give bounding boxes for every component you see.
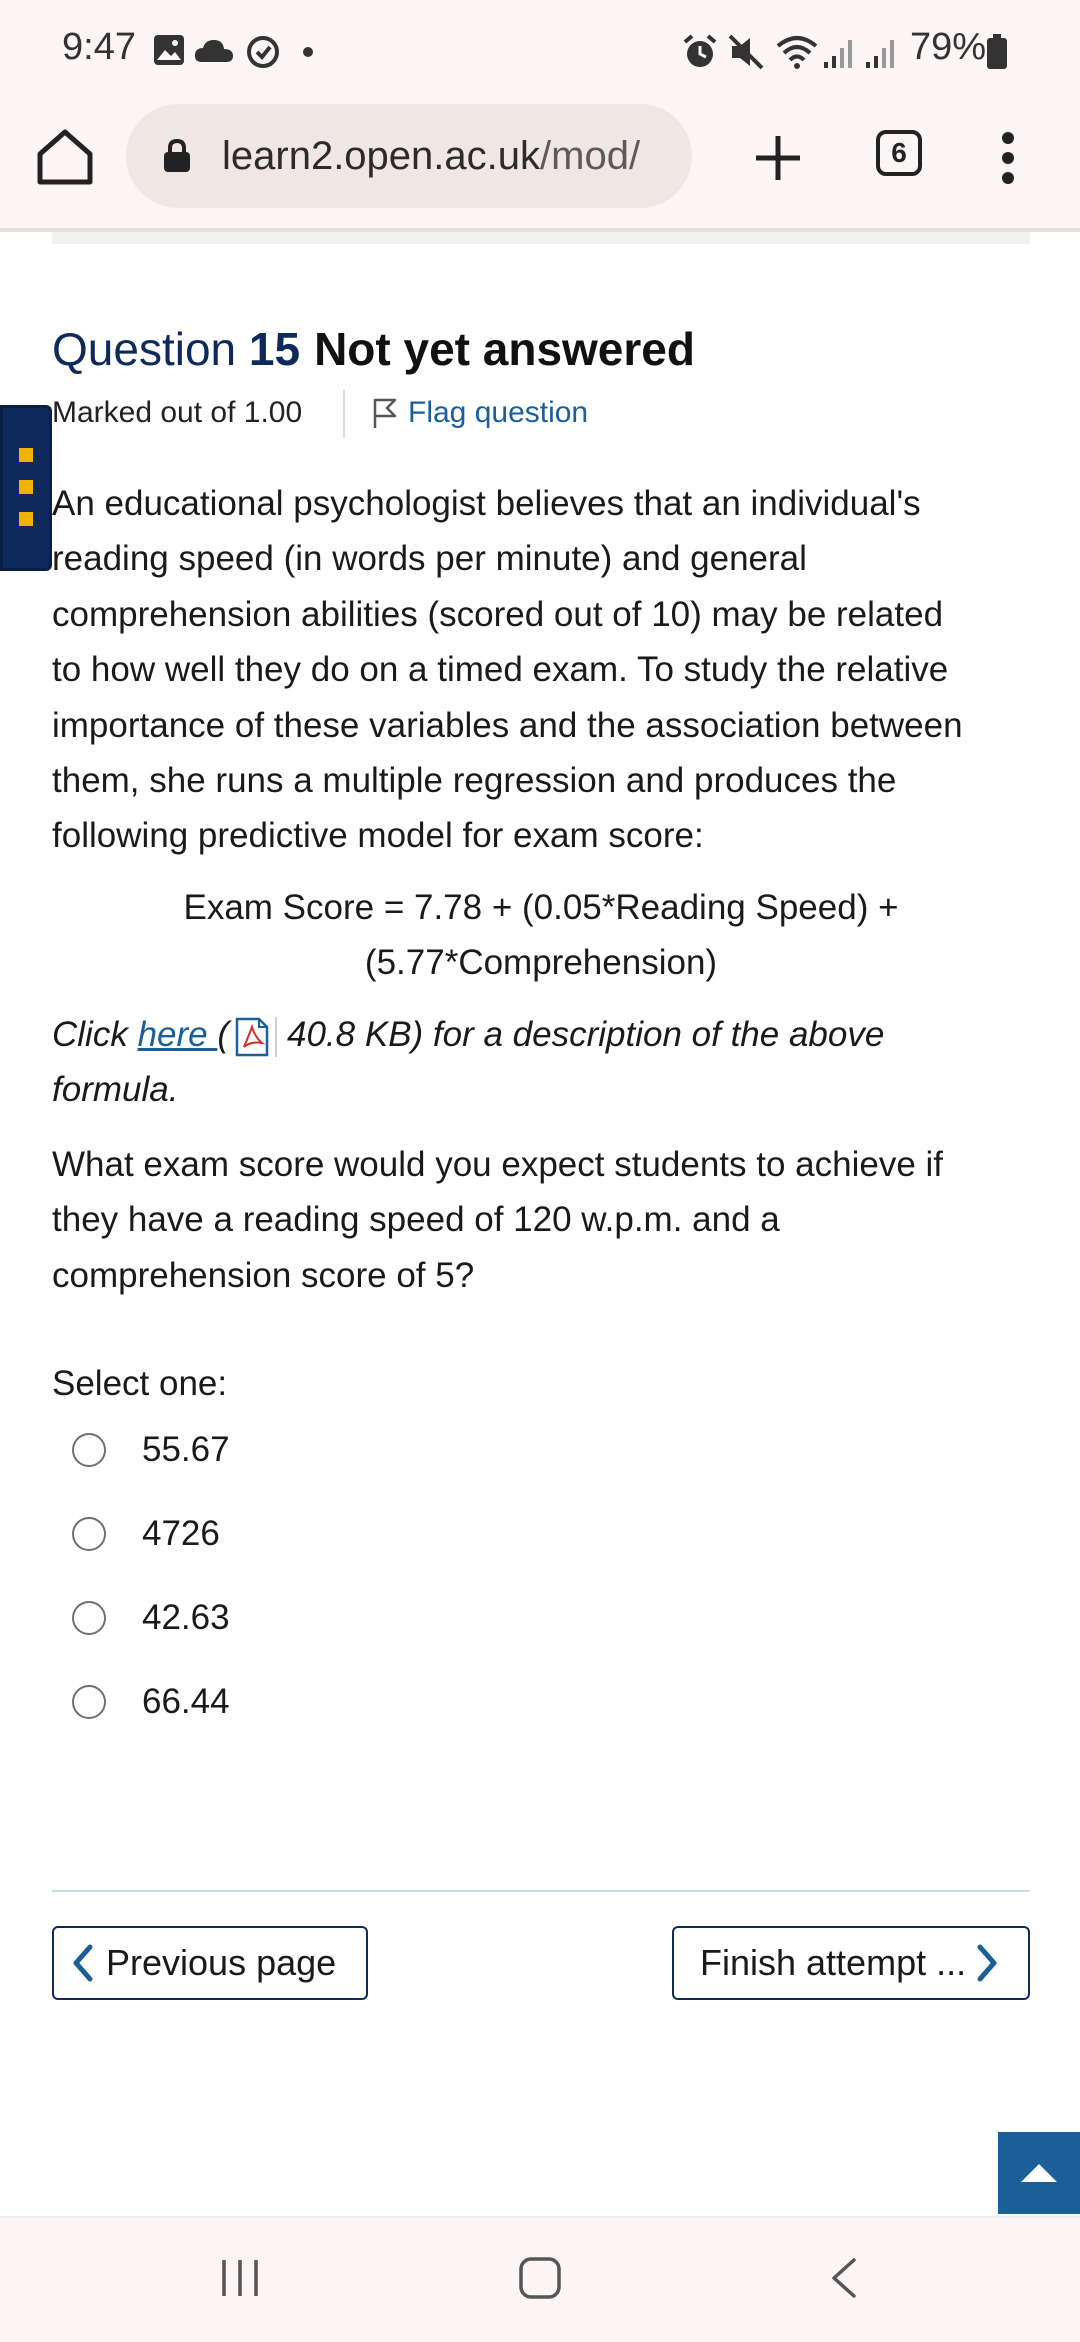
section-divider [52, 1890, 1030, 1892]
cloud-icon [194, 38, 234, 64]
wifi-icon [776, 34, 818, 70]
url-path: /mod/ [540, 134, 641, 178]
question-number: 15 [248, 323, 301, 375]
url-host: learn2.open.ac.uk [222, 134, 541, 178]
previous-page-label: Previous page [106, 1942, 337, 1983]
overflow-menu-icon[interactable] [996, 128, 1020, 188]
question-text-line: following predictive model for exam score: [52, 816, 704, 856]
pdf-icon[interactable] [235, 1017, 269, 1057]
finish-attempt-button[interactable] [672, 1926, 1030, 2000]
status-bar [0, 0, 1080, 100]
answer-option[interactable] [72, 1422, 230, 1478]
question-text-line: comprehension abilities (scored out of 10) may be related [52, 594, 944, 634]
question-text-line: importance of these variables and the association between [52, 705, 963, 745]
paren-open: ( [217, 1015, 229, 1054]
answer-option-label: 4726 [142, 1514, 220, 1553]
question-prompt [52, 1137, 1042, 1303]
radio-button[interactable] [72, 1517, 106, 1551]
answer-option-label: 42.63 [142, 1598, 230, 1637]
select-one-label: Select one: [52, 1364, 228, 1403]
question-heading [52, 322, 695, 376]
signal-icon [822, 34, 854, 70]
battery-icon [986, 34, 1008, 70]
system-navigation-bar [0, 2216, 1080, 2342]
question-text-line: to how well they do on a timed exam. To study the relative [52, 650, 949, 690]
quiz-navigation-drawer-handle[interactable] [0, 405, 52, 571]
file-size: 40.8 KB) for a description of the above [287, 1015, 885, 1054]
home-icon[interactable] [34, 126, 96, 188]
answer-option[interactable] [72, 1590, 230, 1646]
back-to-top-button[interactable] [998, 2132, 1080, 2214]
finish-attempt-label: Finish attempt ... [700, 1942, 967, 1983]
status-time: 9:47 [62, 26, 136, 68]
flag-icon [372, 397, 398, 429]
question-text-line: reading speed (in words per minute) and general [52, 539, 807, 579]
new-tab-icon[interactable] [750, 130, 806, 186]
formula-description-note [52, 1007, 1042, 1118]
answer-option-label: 66.44 [142, 1682, 230, 1721]
tab-switcher-button[interactable]: 6 [876, 130, 922, 176]
answer-option[interactable] [72, 1506, 220, 1562]
question-label: Question [52, 323, 237, 375]
question-text [52, 476, 1042, 864]
handle-marker [19, 512, 33, 526]
question-prompt-line: What exam score would you expect students to achieve if [52, 1145, 944, 1184]
url-text [222, 134, 640, 179]
flag-question-label: Flag question [408, 396, 589, 429]
battery-percent: 79% [910, 26, 987, 68]
handle-marker [19, 480, 33, 494]
question-state: Not yet answered [314, 323, 695, 375]
answer-option-label: 55.67 [142, 1430, 230, 1469]
sync-icon [245, 34, 281, 70]
chevron-right-icon [976, 1944, 998, 1982]
radio-button[interactable] [72, 1685, 106, 1719]
previous-page-button[interactable] [52, 1926, 368, 2000]
answer-option[interactable] [72, 1674, 230, 1730]
info-divider [343, 390, 345, 438]
signal-icon [864, 34, 896, 70]
radio-button[interactable] [72, 1433, 106, 1467]
handle-marker [19, 448, 33, 462]
pdf-divider [275, 1017, 277, 1057]
question-text-line: An educational psychologist believes that an individual's [52, 484, 921, 523]
question-prompt-line: comprehension score of 5? [52, 1255, 475, 1295]
mute-icon [728, 34, 764, 70]
arrow-up-icon [1019, 2162, 1059, 2184]
formula-line: (5.77*Comprehension) [364, 943, 718, 983]
regression-formula [52, 880, 1030, 991]
alarm-icon [682, 34, 718, 70]
gallery-icon [153, 34, 185, 66]
address-bar[interactable] [126, 104, 692, 208]
formula-line: Exam Score = 7.78 + (0.05*Reading Speed) + [183, 888, 899, 927]
home-nav-icon[interactable] [518, 2256, 562, 2300]
recent-apps-icon[interactable] [218, 2256, 262, 2300]
marked-out-of: Marked out of 1.00 [52, 396, 303, 429]
here-link[interactable]: here [137, 1015, 218, 1054]
back-nav-icon[interactable] [828, 2256, 858, 2300]
question-text-line: them, she runs a multiple regression and produces the [52, 761, 897, 801]
content-top-strip [52, 232, 1030, 244]
lock-icon [162, 138, 192, 174]
flag-question-link[interactable] [372, 396, 588, 430]
browser-toolbar [0, 100, 1080, 228]
chevron-left-icon [72, 1944, 94, 1982]
click-prefix: Click [52, 1015, 138, 1054]
click-suffix-line: formula. [52, 1070, 179, 1110]
radio-button[interactable] [72, 1601, 106, 1635]
dot-icon [302, 46, 314, 58]
question-prompt-line: they have a reading speed of 120 w.p.m. and a [52, 1200, 780, 1240]
